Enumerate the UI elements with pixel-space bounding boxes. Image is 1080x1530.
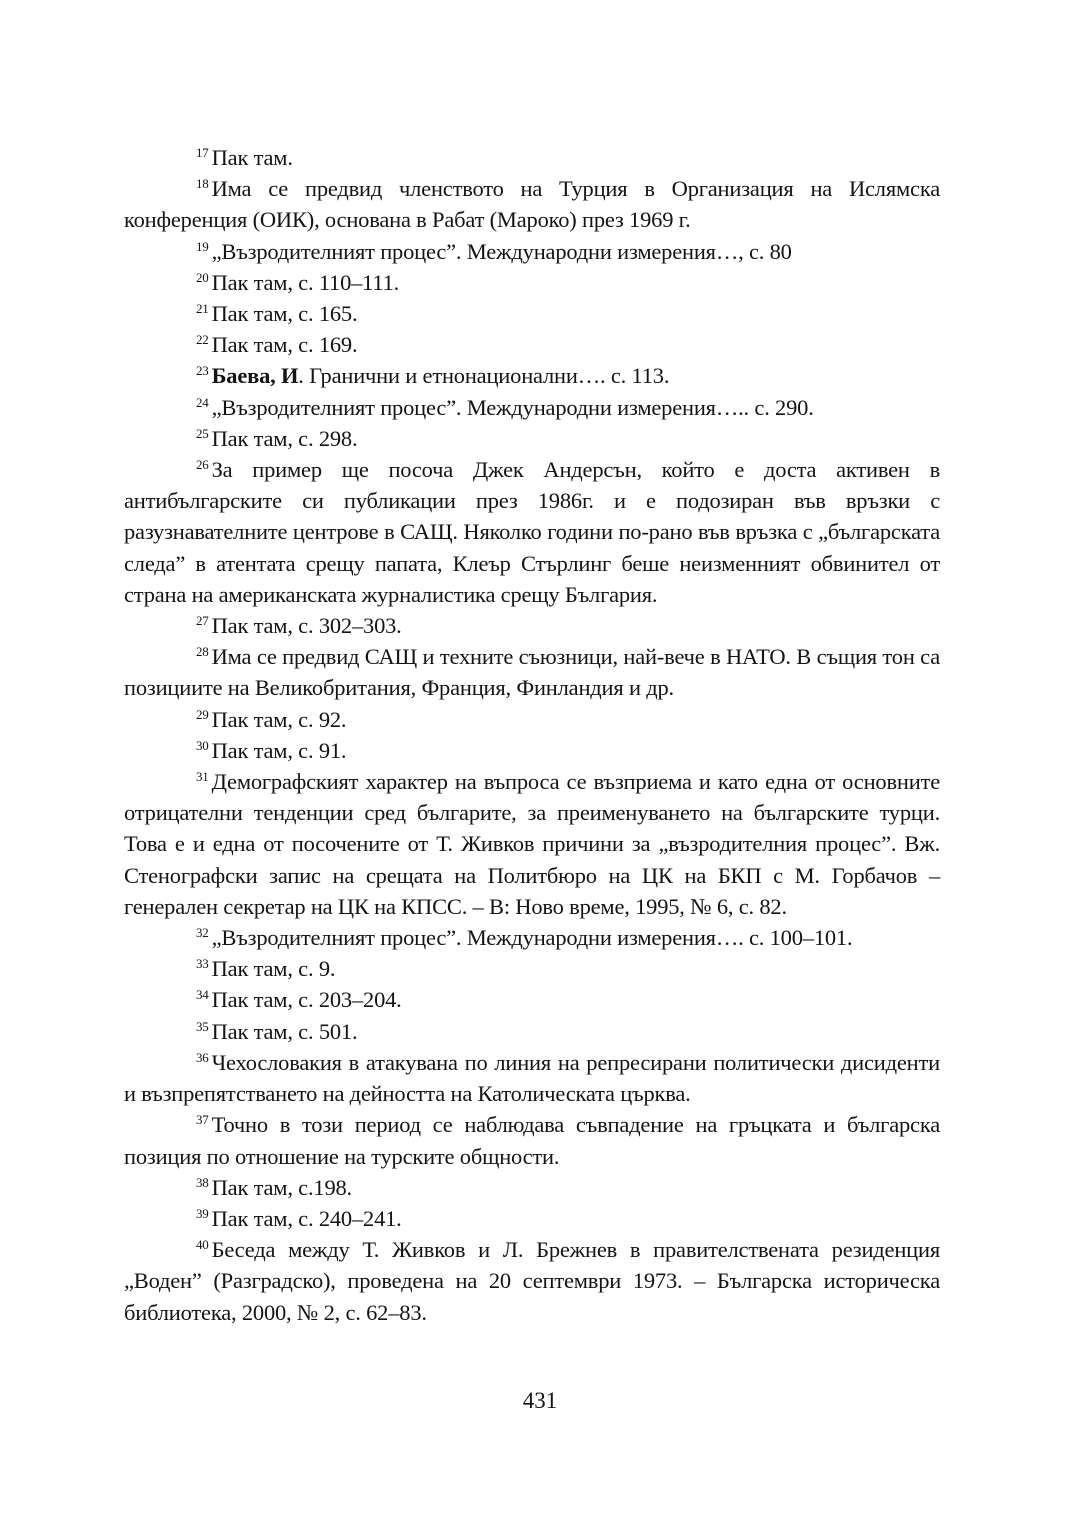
footnote-text: Пак там, с. 165. [211,301,358,327]
footnote-text: За пример ще посоча Джек Андерсън, който е доста активен в антибългарските си публикации през 1986г. и е подозиран във връзки с разузнавателните центрове в САЩ. Няколко години по-рано във връзка с „българската следа” в атентата срещу папата, Клеър Стърлинг беше неизменният обвинител от страна на американската журналистика срещу България. [124,457,940,607]
footnote-number: 18 [196,176,209,192]
footnote-text: Пак там, с. 9. [211,956,336,982]
footnote-text: „Възродителният процес”. Международни измерения….. с. 290. [211,394,814,420]
footnote-text: Демографският характер на въпроса се възприема и като една от основните отрицателни тенденции сред българите, за преименуването на българските турци. Това е и една от посочените от Т. Живков причини за „възродителния процес”. Вж. Стенографски запис на срещата на Политбюро на ЦК на БКП с М. Горбачов – генерален секретар на ЦК на КПСС. – В: Ново време, 1995, № 6, с. 82. [124,769,940,919]
footnote-33 [124,953,940,984]
footnote-31 [124,766,940,922]
footnote-number: 17 [196,145,209,160]
page-number: 431 [522,1388,558,1413]
footnote-number: 36 [196,1049,209,1065]
footnote-38 [124,1172,940,1203]
footnote-text: Пак там, с. 501. [211,1018,358,1044]
footnote-17 [124,142,940,173]
footnote-number: 33 [196,956,209,972]
footnote-number: 34 [196,987,209,1003]
footnote-30 [124,735,940,766]
footnote-number: 24 [196,394,209,410]
footnote-text: Пак там. [211,145,293,170]
footnote-37 [124,1109,940,1171]
footnote-21 [124,298,940,329]
footnote-number: 25 [196,425,209,441]
footnote-number: 29 [196,706,209,722]
footnote-text: Пак там, с.198. [211,1174,352,1200]
footnote-number: 22 [196,332,209,348]
footnote-text: Пак там, с. 302–303. [211,613,402,639]
footnote-text: Пак там, с. 240–241. [211,1205,402,1231]
footnote-text: Пак там, с. 110–111. [211,269,400,295]
footnote-text: Чехословакия в атакувана по линия на репресирани политически дисиденти и възпрепятстването на дейността на Католическата църква. [124,1049,940,1107]
footnote-23 [124,360,940,391]
footnote-26 [124,454,940,610]
footnote-28 [124,641,940,703]
footnote-number: 27 [196,613,209,629]
footnote-number: 32 [196,925,209,941]
footnote-number: 38 [196,1174,209,1190]
footnote-text: . Гранични и етнонационални…. с. 113. [298,363,670,389]
footnote-32 [124,922,940,953]
footnote-text: „Възродителният процес”. Международни измерения…, с. 80 [211,238,792,264]
footnote-29 [124,704,940,735]
footnote-25 [124,423,940,454]
footnote-22 [124,329,940,360]
footnote-text: Пак там, с. 92. [211,706,347,732]
footnote-number: 26 [196,457,209,473]
footnote-text: Точно в този период се наблюдава съвпадение на гръцката и българска позиция по отношение на турските общности. [124,1112,940,1169]
footnote-20 [124,267,940,298]
footnote-text: Пак там, с. 298. [211,425,358,451]
footnote-number: 40 [196,1237,209,1253]
footnote-text: Има се предвид САЩ и техните съюзници, най-вече в НАТО. В същия тон са позициите на Великобритания, Франция, Финландия и др. [124,644,940,701]
footnote-text: Пак там, с. 203–204. [211,987,402,1013]
footnote-36 [124,1047,940,1109]
footnote-number: 20 [196,269,209,285]
footnote-number: 28 [196,644,209,660]
footnote-18 [124,173,940,235]
footnote-24 [124,392,940,423]
footnote-text: „Възродителният процес”. Международни измерения…. с. 100–101. [211,925,853,951]
footnote-text: Пак там, с. 169. [211,332,358,358]
footnote-number: 23 [196,363,209,379]
footnote-number: 37 [196,1112,209,1128]
footnote-text: Има се предвид членството на Турция в Организация на Ислямска конференция (ОИК), основана в Рабат (Мароко) през 1969 г. [124,176,940,233]
footnote-number: 19 [196,238,209,254]
footnote-number: 35 [196,1018,209,1034]
footnote-number: 30 [196,737,209,753]
footnote-author: Баева, И [211,363,299,389]
footnote-35 [124,1016,940,1047]
footnote-text: Беседа между Т. Живков и Л. Брежнев в правителствената резиденция „Воден” (Разградско), проведена на 20 септември 1973. – Българска историческа библиотека, 2000, № 2, с. 62–83. [124,1237,940,1325]
footnote-39 [124,1203,940,1234]
footnote-text: Пак там, с. 91. [211,737,347,763]
footnotes-list [124,142,940,1328]
footnote-40 [124,1234,940,1328]
footnote-number: 39 [196,1205,209,1221]
footnote-19 [124,236,940,267]
footnote-34 [124,984,940,1015]
footnote-number: 31 [196,769,209,785]
footnote-27 [124,610,940,641]
footnote-number: 21 [196,301,209,317]
